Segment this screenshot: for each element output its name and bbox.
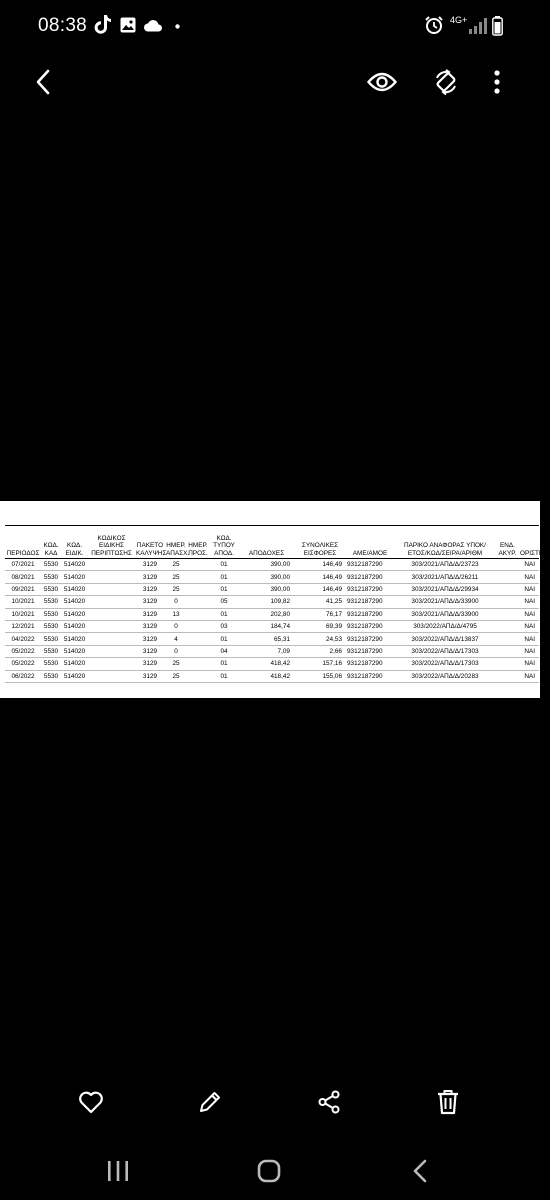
table-cell: 41,25 [294,596,346,608]
image-icon [120,17,136,33]
table-cell: 5530 [41,620,61,632]
table-cell [187,608,209,620]
table-cell: 303/2022/ΑΠΔ/Δ/17303 [394,645,496,657]
table-cell: 514020 [61,608,88,620]
header-cell: ΚΩΔΙΚΟΣ ΕΙΔΙΚΗΣ ΠΕΡΙΠΤΩΣΗΣ [88,526,135,559]
table-cell: 24,53 [294,633,346,645]
table-cell: 05/2022 [5,658,41,670]
table-cell: 5530 [41,633,61,645]
table-cell [187,559,209,571]
table-cell: 01 [209,571,239,583]
table-cell: 514020 [61,670,88,682]
table-cell [496,658,519,670]
back-icon [413,1159,427,1183]
table-row [5,596,539,608]
contributions-table [5,525,550,683]
back-button[interactable] [19,54,67,110]
table-cell [187,583,209,595]
table-cell [88,645,135,657]
tiktok-icon [94,14,112,34]
header-cell: ΑΠΟΔΟΧΕΣ [239,526,294,559]
signal-icon [469,18,487,34]
back-arrow-icon [35,69,51,95]
table-cell: ΝΑΙ [519,571,539,583]
table-cell [88,583,135,595]
table-cell [187,645,209,657]
table-cell [496,596,519,608]
table-cell: 04/2022 [5,633,41,645]
table-cell: 3129 [135,608,165,620]
table-cell: 5530 [41,596,61,608]
table-cell [88,620,135,632]
table-cell: 65,31 [239,633,294,645]
battery-icon [492,16,503,36]
status-time: 08:38 [38,15,88,36]
table-row [5,633,539,645]
table-cell: 01 [209,559,239,571]
table-cell: 01 [209,633,239,645]
table-cell: 10/2021 [5,596,41,608]
header-cell: ΗΜΕΡ. ΑΠΑΣΧ. [165,526,187,559]
table-cell [496,571,519,583]
table-cell: 303/2022/ΑΠΔ/Δ/17303 [394,658,496,670]
table-cell: 76,17 [294,608,346,620]
table-cell: 9312187290 [346,608,394,620]
table-cell [496,583,519,595]
table-row [5,620,539,632]
table-cell: 5530 [41,608,61,620]
table-cell [187,658,209,670]
table-cell: 9312187290 [346,596,394,608]
table-cell: 514020 [61,620,88,632]
header-cell: ΚΩΔ. ΤΥΠΟΥ ΑΠΟΔ. [209,526,239,559]
table-cell: 514020 [61,571,88,583]
table-cell: ΝΑΙ [519,620,539,632]
system-navigation-bar [0,1142,540,1200]
home-button[interactable] [245,1148,293,1194]
table-cell: 3129 [135,571,165,583]
table-cell: 12/2021 [5,620,41,632]
top-toolbar [0,54,540,110]
table-cell: 13 [165,608,187,620]
table-cell [496,645,519,657]
header-cell: ΚΩΔ. ΚΑΔ [41,526,61,559]
table-cell: 418,42 [239,658,294,670]
table-cell: 418,42 [239,670,294,682]
table-cell: 9312187290 [346,571,394,583]
table-cell: 07/2021 [5,559,41,571]
table-cell: 184,74 [239,620,294,632]
table-cell [88,633,135,645]
table-cell: 5530 [41,645,61,657]
table-cell: 08/2021 [5,571,41,583]
table-cell [187,596,209,608]
table-cell: 3129 [135,645,165,657]
status-bar [0,0,540,54]
table-cell: 9312187290 [346,559,394,571]
table-cell: 514020 [61,658,88,670]
table-cell [187,620,209,632]
table-cell: 3129 [135,583,165,595]
home-icon [257,1159,281,1183]
table-cell [496,559,519,571]
table-cell: 5530 [41,670,61,682]
table-cell: 01 [209,583,239,595]
table-cell: 9312187290 [346,670,394,682]
table-cell: ΝΑΙ [519,583,539,595]
table-cell: 146,49 [294,571,346,583]
table-cell: 9312187290 [346,658,394,670]
table-row [5,645,539,657]
table-cell: 01 [209,658,239,670]
table-cell: 3129 [135,633,165,645]
table-cell [496,620,519,632]
table-cell: 25 [165,670,187,682]
table-cell: 157,16 [294,658,346,670]
table-cell: 01 [209,608,239,620]
table-cell: 5530 [41,571,61,583]
table-cell: 0 [165,620,187,632]
header-cell: ΟΡΙΣΤΙΚΗ [519,526,539,559]
table-cell: 3129 [135,620,165,632]
table-cell: 146,49 [294,583,346,595]
table-cell: ΝΑΙ [519,670,539,682]
table-cell: 25 [165,559,187,571]
table-cell: ΝΑΙ [519,559,539,571]
favorite-button[interactable] [67,1078,115,1126]
table-cell: 9312187290 [346,583,394,595]
table-cell: 514020 [61,559,88,571]
bottom-action-bar [0,1072,540,1132]
more-options-button[interactable] [473,54,521,110]
rotate-icon [433,69,459,95]
table-cell [187,633,209,645]
cloud-icon [143,19,163,32]
table-cell: 05/2022 [5,645,41,657]
table-cell [496,670,519,682]
table-cell: 303/2021/ΑΠΔ/Δ/23723 [394,559,496,571]
table-cell: 04 [209,645,239,657]
table-cell: 10/2021 [5,608,41,620]
table-cell: 390,00 [239,583,294,595]
header-cell: ΠΑΚΕΤΟ ΚΑΛΥΨΗΣ [135,526,165,559]
table-cell: 69,39 [294,620,346,632]
table-cell [88,571,135,583]
edit-icon [198,1090,222,1114]
table-cell: 3129 [135,559,165,571]
table-cell: 202,80 [239,608,294,620]
table-cell: 155,06 [294,670,346,682]
eye-icon [367,71,397,93]
table-cell: 03 [209,620,239,632]
header-cell: ΚΩΔ. ΕΙΔΙΚ. [61,526,88,559]
share-icon [317,1090,341,1114]
table-cell: 303/2021/ΑΠΔ/Δ/33900 [394,596,496,608]
table-cell: 4 [165,633,187,645]
table-row [5,583,539,595]
heart-icon [78,1090,104,1114]
table-row [5,670,539,682]
rotate-button[interactable] [422,54,470,110]
table-cell: 303/2021/ΑΠΔ/Δ/33900 [394,608,496,620]
more-vertical-icon [494,70,500,94]
table-cell [88,608,135,620]
header-cell: ΑΜΕ/ΑΜΟΕ [346,526,394,559]
table-row [5,559,539,571]
table-cell: 09/2021 [5,583,41,595]
table-cell: ΝΑΙ [519,645,539,657]
dot-icon [175,24,180,29]
table-cell [88,559,135,571]
table-cell: 25 [165,658,187,670]
table-cell: ΝΑΙ [519,658,539,670]
table-cell: 9312187290 [346,620,394,632]
edit-button[interactable] [186,1078,234,1126]
table-cell [88,658,135,670]
table-cell: 390,00 [239,571,294,583]
alarm-icon [424,15,444,35]
table-cell: 3129 [135,658,165,670]
table-cell: 2,66 [294,645,346,657]
table-cell: 514020 [61,645,88,657]
table-cell: ΝΑΙ [519,608,539,620]
recents-icon [107,1160,129,1182]
document-image[interactable] [0,501,550,698]
table-cell: 303/2022/ΑΠΔ/Δ/20283 [394,670,496,682]
table-cell: 109,82 [239,596,294,608]
table-cell: 146,49 [294,559,346,571]
table-cell: 25 [165,571,187,583]
table-cell: 5530 [41,559,61,571]
table-cell: 9312187290 [346,633,394,645]
header-cell: ΣΥΝΟΛΙΚΕΣ ΕΙΣΦΟΡΕΣ [294,526,346,559]
table-cell: 390,00 [239,559,294,571]
recents-button[interactable] [94,1148,142,1194]
table-cell: 5530 [41,583,61,595]
table-cell: 303/2021/ΑΠΔ/Δ/26211 [394,571,496,583]
table-cell: 3129 [135,670,165,682]
table-cell: 303/2022/ΑΠΔ/Δ/13837 [394,633,496,645]
table-cell: 01 [209,670,239,682]
header-cell: ΠΑΡΙΚΟ ΑΝΑΦΟΡΑΣ ΥΠΟΚ/ΕΤΟΣ/ΚΩΔ/ΣΕΙΡΑ/ΑΡΙΘΜ [394,526,496,559]
header-cell: ΠΕΡΙΟΔΟΣ [5,526,41,559]
table-cell: 7,09 [239,645,294,657]
table-row [5,608,539,620]
table-cell [187,571,209,583]
table-cell: 303/2021/ΑΠΔ/Δ/29934 [394,583,496,595]
table-cell: 5530 [41,658,61,670]
table-cell [496,608,519,620]
table-cell [496,633,519,645]
table-cell: 3129 [135,596,165,608]
table-cell [88,596,135,608]
network-type: 4G+ [450,15,468,25]
view-button[interactable] [358,54,406,110]
delete-button[interactable] [424,1078,472,1126]
table-cell: 0 [165,645,187,657]
header-cell: ΗΜΕΡ. ΠΡΟΣ. [187,526,209,559]
table-cell [187,670,209,682]
table-row [5,571,539,583]
share-button[interactable] [305,1078,353,1126]
table-cell: 514020 [61,633,88,645]
table-cell: ΝΑΙ [519,633,539,645]
table-cell: 9312187290 [346,645,394,657]
table-cell: 06/2022 [5,670,41,682]
table-cell: 0 [165,596,187,608]
table-cell: 25 [165,583,187,595]
table-cell: 514020 [61,596,88,608]
table-cell: 05 [209,596,239,608]
table-cell [88,670,135,682]
nav-back-button[interactable] [396,1148,444,1194]
table-cell: 303/2022/ΑΠΔ/Δ/4795 [394,620,496,632]
table-cell: 514020 [61,583,88,595]
delete-icon [437,1089,459,1115]
table-header-row [5,526,539,559]
header-cell: ΕΝΔ. ΑΚΥΡ. [496,526,519,559]
table-cell: ΝΑΙ [519,596,539,608]
table-row [5,658,539,670]
